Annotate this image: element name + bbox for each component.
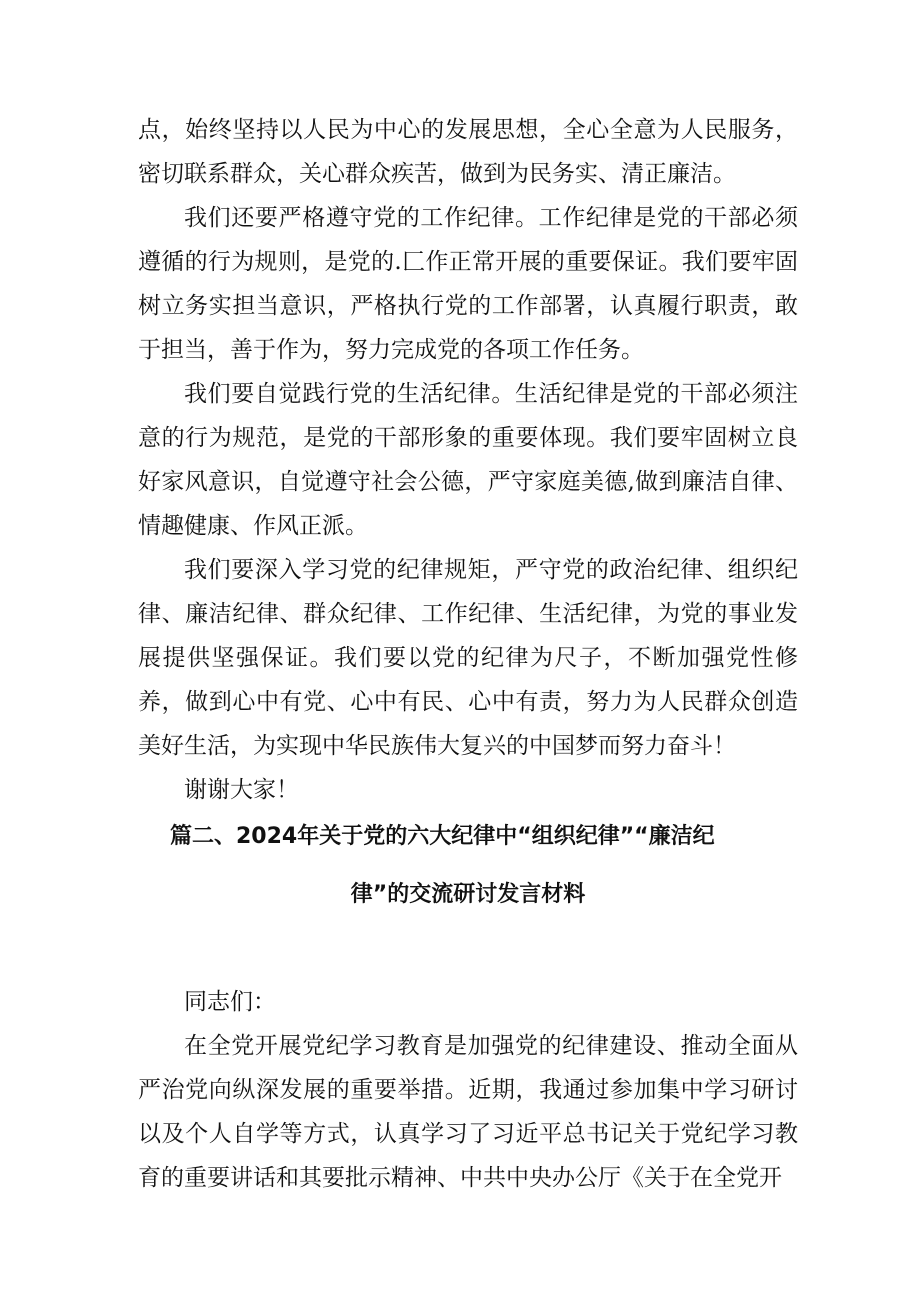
paragraph-continuation: 点，始终坚持以人民为中心的发展思想，全心全意为人民服务，密切联系群众，关心群众疾苦，做到为民务实、清正廉洁。 <box>138 117 798 187</box>
paragraph-introduction: 在全党开展党纪学习教育是加强党的纪律建设、推动全面从严治党向纵深发展的重要举措。近期，我通过参加集中学习研讨以及个人自学等方式，认真学习了习近平总书记关于党纪学习教育的重要讲话和其要批示精神、中共中央办公厅《关于在全党开 <box>138 1033 798 1191</box>
section-heading-line-1: 篇二、2024年关于党的六大纪律中“组织纪律”“廉洁纪 <box>170 824 715 849</box>
paragraph-salutation: 同志们： <box>184 989 276 1015</box>
paragraph-thanks: 谢谢大家！ <box>184 777 299 803</box>
document-body-top <box>138 108 798 812</box>
section-heading-line-2: 律”的交流研讨发言材料 <box>350 882 586 907</box>
paragraph-discipline-summary: 我们要深入学习党的纪律规矩，严守党的政治纪律、组织纪律、廉洁纪律、群众纪律、工作纪律、生活纪律，为党的事业发展提供坚强保证。我们要以党的纪律为尺子，不断加强党性修养，做到心中有党、心中有民、心中有责，努力为人民群众创造美好生活，为实现中华民族伟大复兴的中国梦而努力奋斗！ <box>138 557 798 759</box>
document-body-bottom <box>138 980 798 1200</box>
paragraph-work-discipline: 我们还要严格遵守党的工作纪律。工作纪律是党的干部必须遵循的行为规则，是党的.匚作正常开展的重要保证。我们要牢固树立务实担当意识，严格执行党的工作部署，认真履行职责，敢于担当，善于作为，努力完成党的各项工作任务。 <box>138 205 798 363</box>
section-heading <box>138 808 798 924</box>
paragraph-life-discipline: 我们要自觉践行党的生活纪律。生活纪律是党的干部必须注意的行为规范，是党的干部形象的重要体现。我们要牢固树立良好家风意识，自觉遵守社会公德，严守家庭美德,做到廉洁自律、情趣健康、作风正派。 <box>138 381 798 539</box>
